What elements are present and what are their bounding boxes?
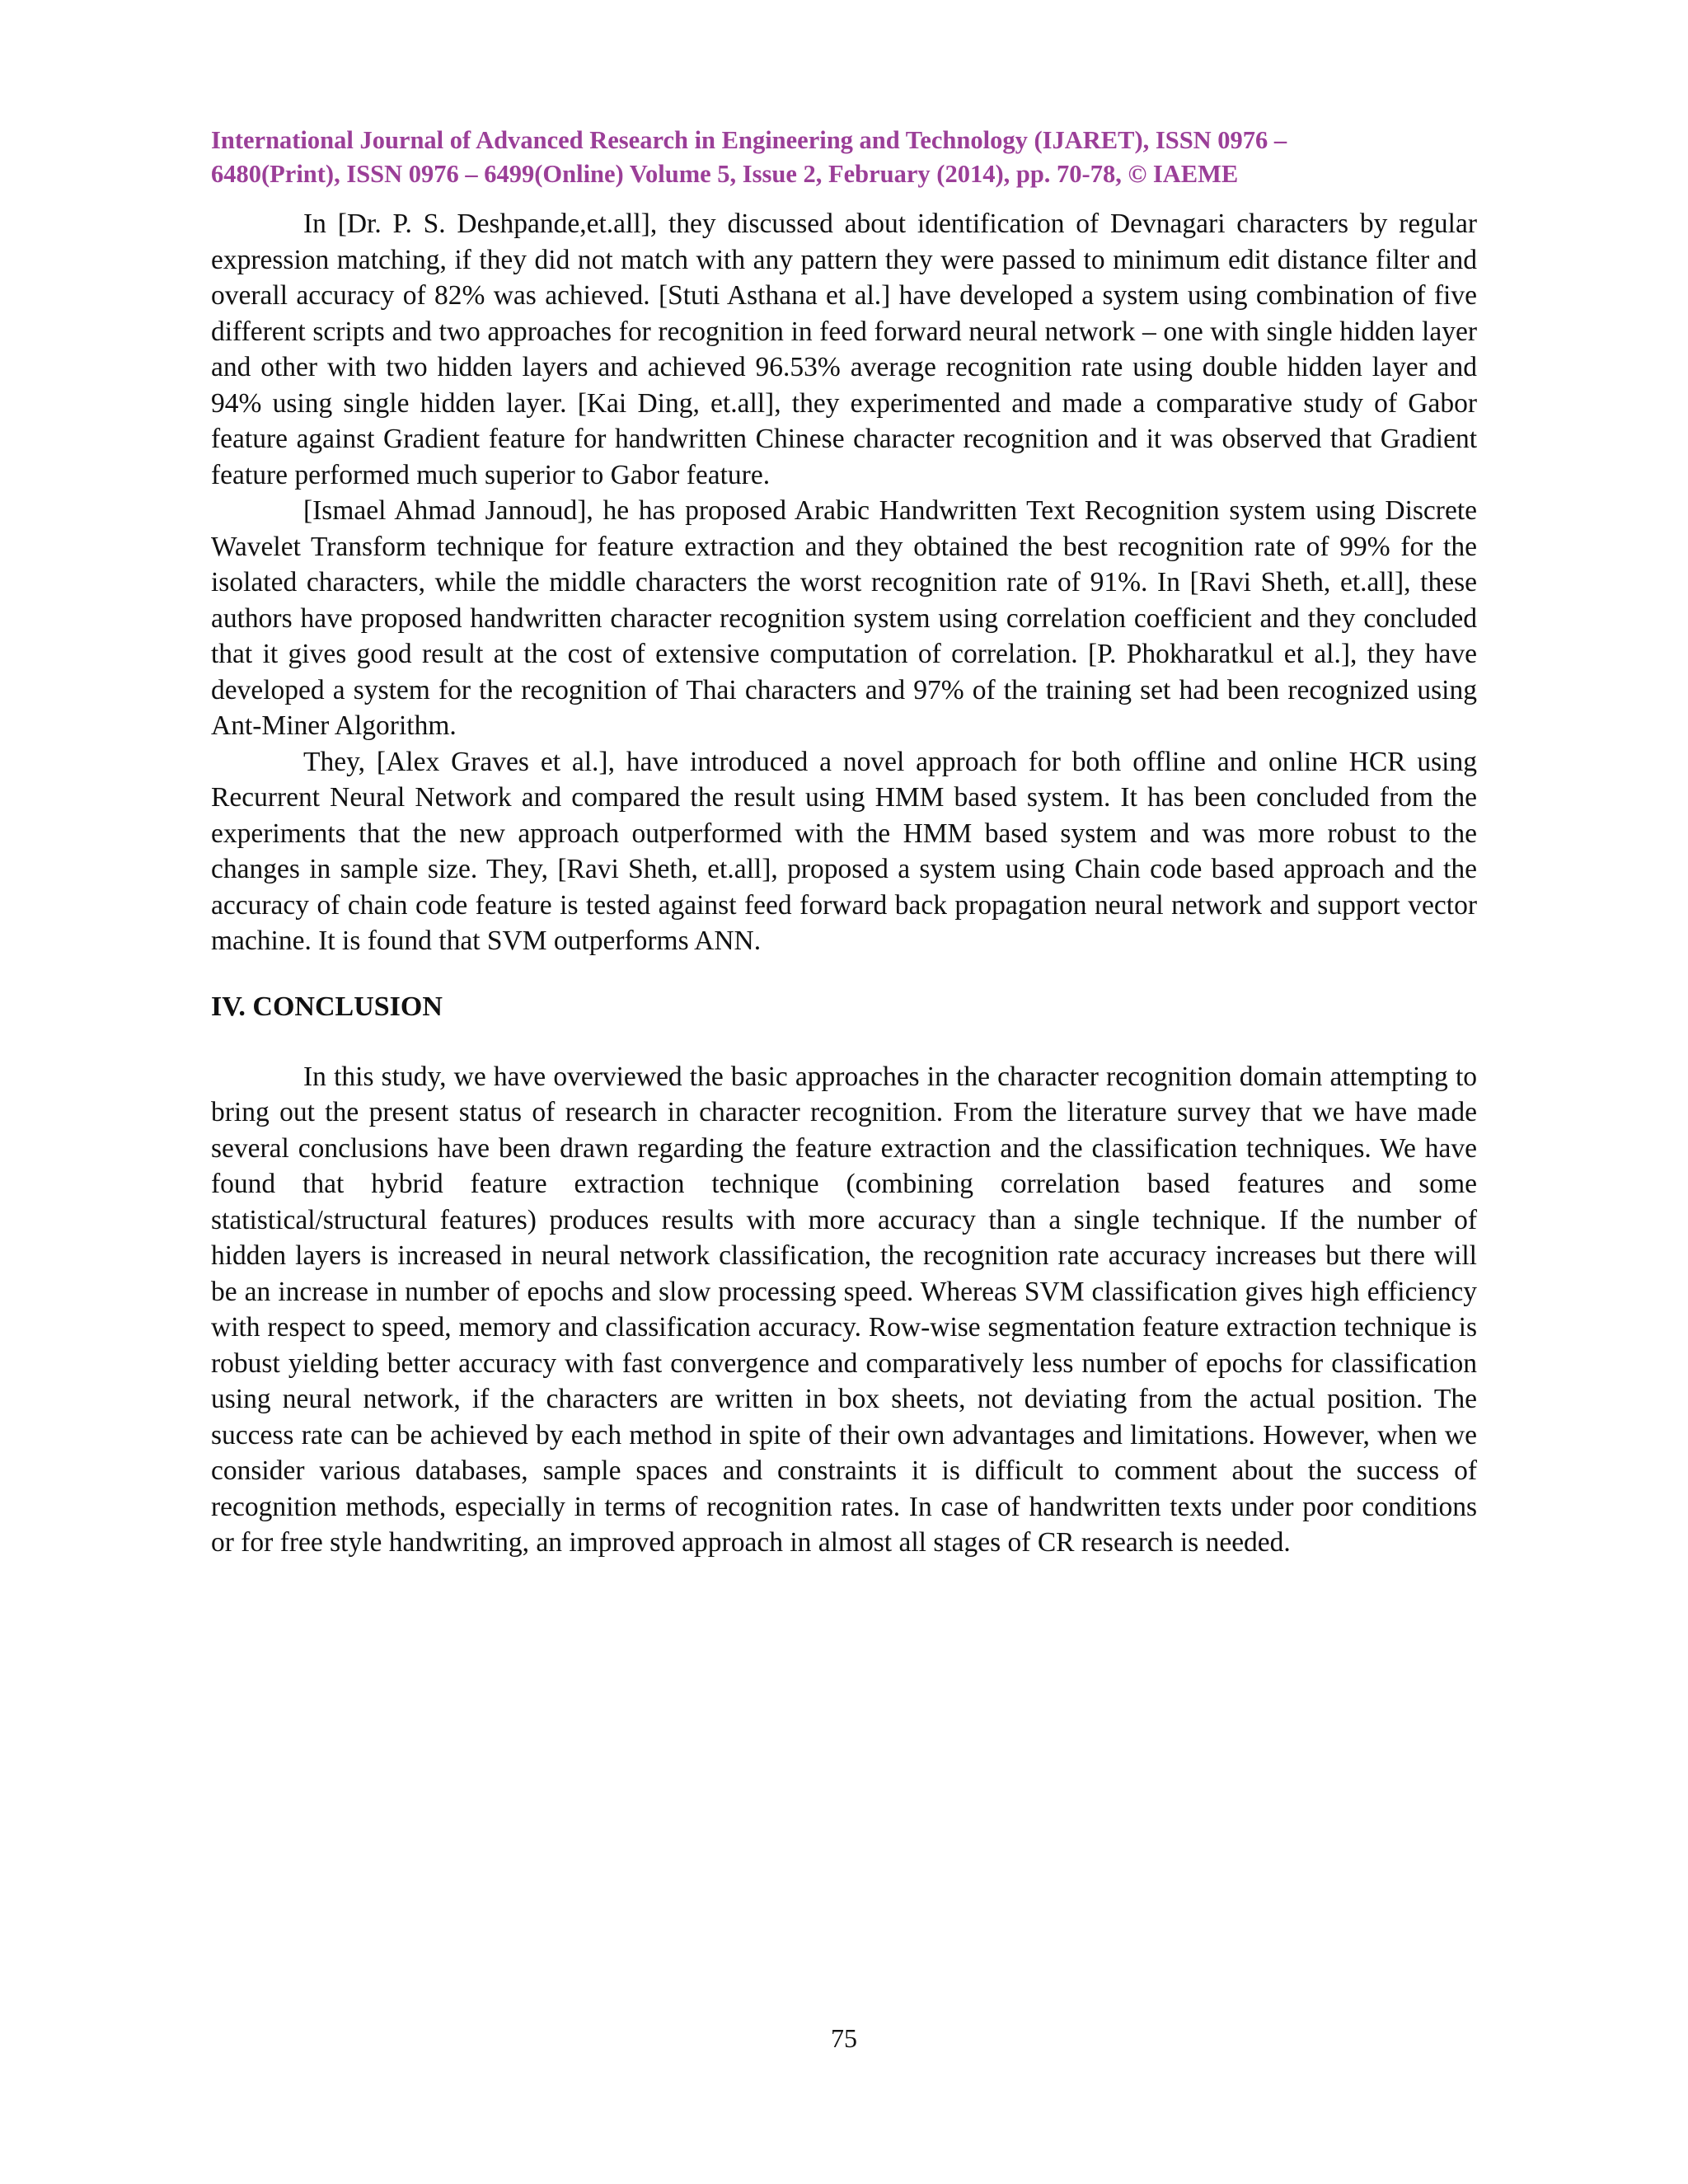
conclusion-paragraph: In this study, we have overviewed the basic approaches in the character recognition domain attempting to bring out the present status of research in character recognition. From the literature survey that we have made several conclusions have been drawn regarding the feature extraction and the classification techniques. We have found that hybrid feature extraction technique (combining correlation based features and some statistical/structural features) produces results with more accuracy than a single technique. If the number of hidden layers is increased in neural network classification, the recognition rate accuracy increases but there will be an increase in number of epochs and slow processing speed. Whereas SVM classification gives high efficiency with respect to speed, memory and classification accuracy. Row-wise segmentation feature extraction technique is robust yielding better accuracy with fast convergence and comparatively less number of epochs for classification using neural network, if the characters are written in box sheets, not deviating from the actual position. The success rate can be achieved by each method in spite of their own advantages and limitations. However, when we consider various databases, sample spaces and constraints it is difficult to comment about the success of recognition methods, especially in terms of recognition rates. In case of handwritten texts under poor conditions or for free style handwriting, an improved approach in almost all stages of CR research is needed.	[211, 1061, 1477, 1558]
page-content	[211, 124, 1477, 1561]
conclusion-section	[211, 1059, 1477, 1561]
section-heading-conclusion: IV. CONCLUSION	[211, 991, 443, 1022]
body-text	[211, 206, 1477, 959]
paragraph-deshpande: In [Dr. P. S. Deshpande,et.all], they discussed about identification of Devnagari characters by regular expression matching, if they did not match with any pattern they were passed to minimum edit distance filter and overall accuracy of 82% was achieved. [Stuti Asthana et al.] have developed a system using combination of five different scripts and two approaches for recognition in feed forward neural network – one with single hidden layer and other with two hidden layers and achieved 96.53% average recognition rate using double hidden layer and 94% using single hidden layer. [Kai Ding, et.all], they experimented and made a comparative study of Gabor feature against Gradient feature for handwritten Chinese character recognition and it was observed that Gradient feature performed much superior to Gabor feature.	[211, 209, 1477, 490]
journal-header-line-2: 6480(Print), ISSN 0976 – 6499(Online) Volume 5, Issue 2, February (2014), pp. 70-78, © IAEME	[211, 160, 1239, 188]
paragraph-jannoud: [Ismael Ahmad Jannoud], he has proposed Arabic Handwritten Text Recognition system using Discrete Wavelet Transform technique for feature extraction and they obtained the best recognition rate of 99% for the isolated characters, while the middle characters the worst recognition rate of 91%. In [Ravi Sheth, et.all], these authors have proposed handwritten character recognition system using correlation coefficient and they concluded that it gives good result at the cost of extensive computation of correlation. [P. Phokharatkul et al.], they have developed a system for the recognition of Thai characters and 97% of the training set had been recognized using Ant-Miner Algorithm.	[211, 495, 1477, 741]
page-number: 75	[831, 2023, 857, 2053]
journal-header	[211, 124, 1477, 191]
journal-header-line-1: International Journal of Advanced Research in Engineering and Technology (IJARET), ISSN 0976 –	[211, 126, 1287, 154]
paragraph-graves: They, [Alex Graves et al.], have introduced a novel approach for both offline and online HCR using Recurrent Neural Network and compared the result using HMM based system. It has been concluded from the experiments that the new approach outperformed with the HMM based system and was more robust to the changes in sample size. They, [Ravi Sheth, et.all], proposed a system using Chain code based approach and the accuracy of chain code feature is tested against feed forward back propagation neural network and support vector machine. It is found that SVM outperforms ANN.	[211, 746, 1477, 956]
